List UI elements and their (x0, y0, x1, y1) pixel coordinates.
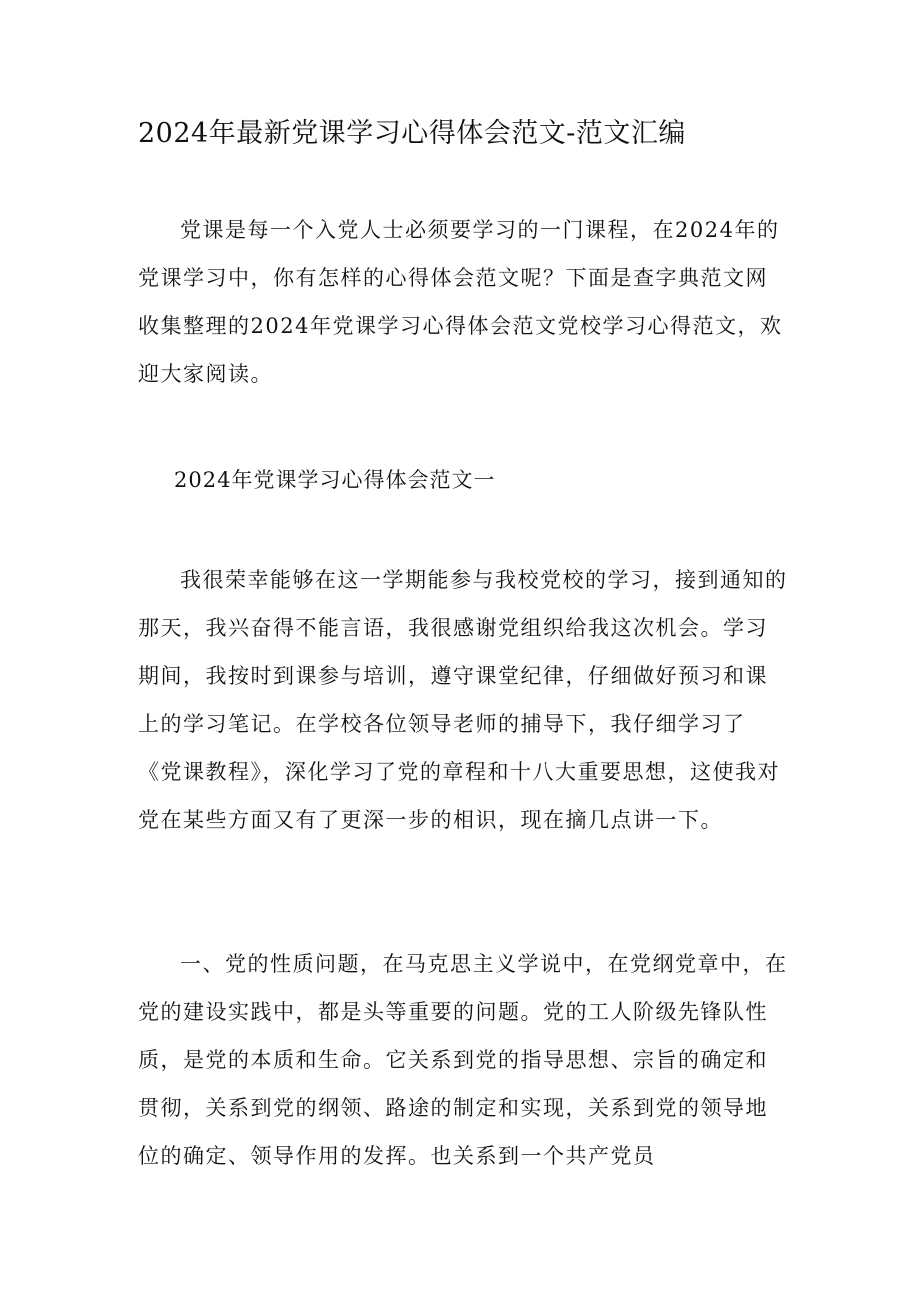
intro-paragraph: 党课是每一个入党人士必须要学习的一门课程，在2024年的党课学习中，你有怎样的心得体会范文呢？下面是查字典范文网收集整理的2024年党课学习心得体会范文党校学习心得范文，欢迎大家阅读。 (138, 218, 783, 386)
document-title: 2024年最新党课学习心得体会范文-范文汇编 (138, 118, 686, 149)
body-paragraph-2: 一、党的性质问题，在马克思主义学说中，在党纲党章中，在党的建设实践中，都是头等重要的问题。党的工人阶级先锋队性质，是党的本质和生命。它关系到党的指导思想、宗旨的确定和贯彻，关系到党的纲领、路途的制定和实现，关系到党的领导地位的确定、领导作用的发挥。也关系到一个共产党员 (138, 952, 788, 1168)
section-heading: 2024年党课学习心得体会范文一 (174, 468, 496, 492)
body-paragraph-1: 我很荣幸能够在这一学期能参与我校党校的学习，接到通知的那天，我兴奋得不能言语，我很感谢党组织给我这次机会。学习期间，我按时到课参与培训，遵守课堂纪律，仔细做好预习和课上的学习笔记。在学校各位领导老师的捕导下，我仔细学习了《党课教程》，深化学习了党的章程和十八大重要思想，这使我对党在某些方面又有了更深一步的相识，现在摘几点讲一下。 (138, 568, 788, 832)
